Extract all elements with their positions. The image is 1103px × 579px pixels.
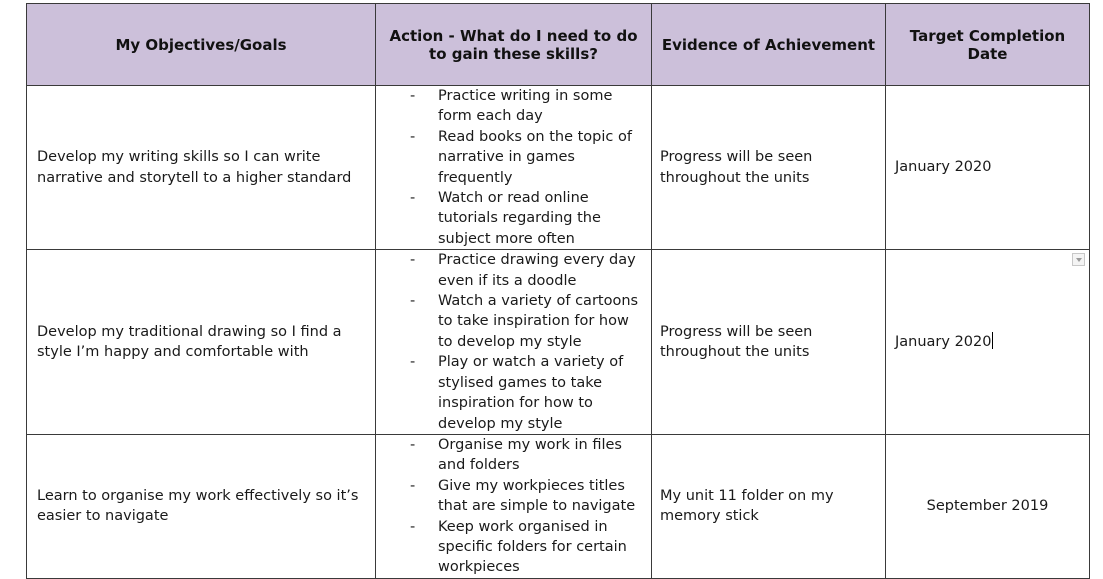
- action-item: - Watch or read online tutorials regarding the subject more often: [410, 190, 601, 247]
- action-list: [376, 86, 651, 249]
- date-text: January 2020: [895, 333, 992, 350]
- date-cell[interactable]: [886, 250, 1090, 435]
- text-cursor: [992, 332, 993, 349]
- date-cell[interactable]: September 2019: [886, 434, 1090, 578]
- header-row: [27, 4, 1090, 86]
- actions-cell[interactable]: [376, 250, 652, 435]
- goal-cell[interactable]: Develop my traditional drawing so I find a style I’m happy and comfortable with: [27, 250, 376, 435]
- evidence-cell[interactable]: Progress will be seen throughout the units: [652, 86, 886, 250]
- header-target-date: Target Completion Date: [886, 4, 1090, 86]
- goal-cell[interactable]: Learn to organise my work effectively so it’s easier to navigate: [27, 434, 376, 578]
- header-action: Action - What do I need to do to gain these skills?: [376, 4, 652, 86]
- action-list: [376, 250, 651, 434]
- action-item: - Organise my work in files and folders: [410, 436, 622, 474]
- action-item: - Keep work organised in specific folders for certain workpieces: [410, 518, 627, 576]
- table-row: [27, 434, 1090, 578]
- action-list: [376, 435, 651, 578]
- table-row: [27, 86, 1090, 250]
- evidence-cell[interactable]: Progress will be seen throughout the units: [652, 250, 886, 435]
- date-cell[interactable]: January 2020: [886, 86, 1090, 250]
- action-item: - Practice drawing every day even if its a doodle: [410, 252, 636, 289]
- action-item: - Read books on the topic of narrative in games frequently: [410, 128, 632, 186]
- actions-cell[interactable]: [376, 434, 652, 578]
- goal-cell[interactable]: Develop my writing skills so I can write narrative and storytell to a higher standard: [27, 86, 376, 250]
- action-item: - Give my workpieces titles that are simple to navigate: [410, 477, 636, 515]
- table-row: [27, 250, 1090, 435]
- actions-cell[interactable]: [376, 86, 652, 250]
- header-goals: My Objectives/Goals: [27, 4, 376, 86]
- action-item: - Play or watch a variety of stylised games to take inspiration for how to develop my style: [410, 354, 624, 432]
- action-item: - Practice writing in some form each day: [410, 88, 613, 125]
- header-evidence: Evidence of Achievement: [652, 4, 886, 86]
- cell-dropdown-icon[interactable]: [1072, 253, 1085, 266]
- evidence-cell[interactable]: My unit 11 folder on my memory stick: [652, 434, 886, 578]
- action-item: - Watch a variety of cartoons to take inspiration for how to develop my style: [410, 293, 639, 350]
- objectives-table: [26, 3, 1090, 579]
